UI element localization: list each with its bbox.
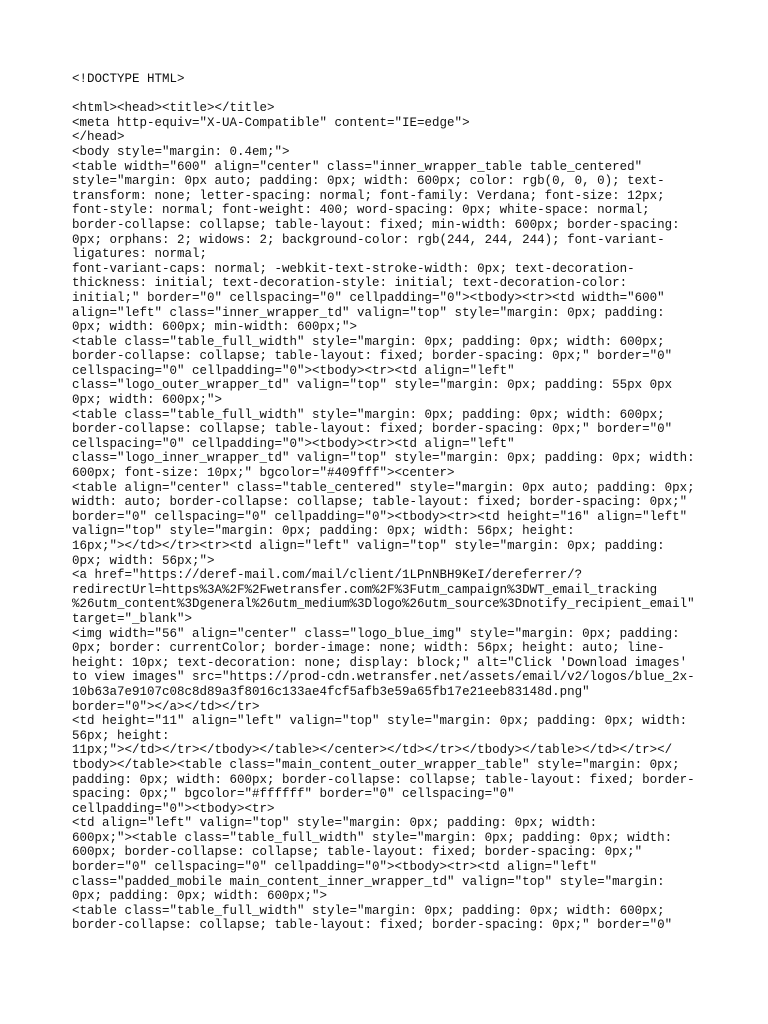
code-line: class="logo_outer_wrapper_td" valign="top" style="margin: 0px; padding: 55px 0px <box>72 378 673 393</box>
code-line: font-variant-caps: normal; -webkit-text-stroke-width: 0px; text-decoration- <box>72 261 635 276</box>
code-line: style="margin: 0px auto; padding: 0px; width: 600px; color: rgb(0, 0, 0); text- <box>72 174 665 189</box>
code-line: 10b63a7e9107c08c8d89a3f8016c133ae4fcf5afb3e59a65fb17e21eeb83148d.png" <box>72 684 590 699</box>
code-line: 56px; height: <box>72 728 170 743</box>
code-line: cellspacing="0" cellpadding="0"><tbody><tr><td align="left" <box>72 363 515 378</box>
code-line: <html><head><title></title> <box>72 101 275 116</box>
code-line: valign="top" style="margin: 0px; padding: 0px; width: 56px; height: <box>72 524 575 539</box>
code-line: <table width="600" align="center" class="inner_wrapper_table table_centered" <box>72 159 643 174</box>
code-line: 0px; width: 56px;"> <box>72 553 215 568</box>
code-line: 0px; border: currentColor; border-image: none; width: 56px; height: auto; line- <box>72 641 665 656</box>
code-line: redirectUrl=https%3A%2F%2Fwetransfer.com%2F%3Futm_campaign%3DWT_email_tracking <box>72 582 658 597</box>
code-line: <meta http-equiv="X-UA-Compatible" content="IE=edge"> <box>72 115 470 130</box>
code-line: thickness: initial; text-decoration-style: initial; text-decoration-color: <box>72 276 628 291</box>
code-line: <a href="https://deref-mail.com/mail/client/1LPnNBH9KeI/dereferrer/? <box>72 568 583 583</box>
code-line: 16px;"></td></tr><tr><td align="left" valign="top" style="margin: 0px; padding: <box>72 539 665 553</box>
code-line: border-collapse: collapse; table-layout: fixed; border-spacing: 0px;" border="0" <box>72 349 673 364</box>
code-line: <table class="table_full_width" style="margin: 0px; padding: 0px; width: 600px; <box>72 334 665 349</box>
code-line: 0px; orphans: 2; widows: 2; background-color: rgb(244, 244, 244); font-variant- <box>72 232 665 247</box>
code-line: font-style: normal; font-weight: 400; word-spacing: 0px; white-space: normal; <box>72 203 650 218</box>
code-line: <!DOCTYPE HTML> <box>72 72 185 86</box>
code-line: <td height="11" align="left" valign="top" style="margin: 0px; padding: 0px; width: <box>72 714 688 729</box>
code-line: 11px;"></td></tr></tbody></table></center></td></tr></tbody></table></td></tr></ <box>72 743 673 758</box>
code-line: initial;" border="0" cellspacing="0" cellpadding="0"><tbody><tr><td width="600" <box>72 290 665 305</box>
code-line: </head> <box>72 130 125 145</box>
code-line: <img width="56" align="center" class="logo_blue_img" style="margin: 0px; padding: <box>72 626 680 641</box>
code-line: <table class="table_full_width" style="margin: 0px; padding: 0px; width: 600px; <box>72 903 665 918</box>
code-line: 600px;"><table class="table_full_width" style="margin: 0px; padding: 0px; width: <box>72 830 673 845</box>
code-line <box>72 87 712 102</box>
code-line: <table class="table_full_width" style="margin: 0px; padding: 0px; width: 600px; <box>72 407 665 422</box>
code-line: cellpadding="0"><tbody><tr> <box>72 801 275 816</box>
code-line: border-collapse: collapse; table-layout: fixed; border-spacing: 0px;" border="0" <box>72 918 673 933</box>
code-line: border="0" cellspacing="0" cellpadding="0"><tbody><tr><td align="left" <box>72 860 598 875</box>
code-line: class="padded_mobile main_content_inner_wrapper_td" valign="top" style="margin: <box>72 874 665 889</box>
code-line: border-collapse: collapse; table-layout: fixed; min-width: 600px; border-spacing: <box>72 217 680 232</box>
code-line: border="0" cellspacing="0" cellpadding="0"><tbody><tr><td height="16" align="left" <box>72 509 688 524</box>
source-code-document <box>72 72 712 933</box>
code-line: ligatures: normal; <box>72 247 208 262</box>
code-line: 0px; padding: 0px; width: 600px;"> <box>72 889 328 904</box>
code-line: %26utm_content%3Dgeneral%26utm_medium%3Dlogo%26utm_source%3Dnotify_recipient_email" <box>72 597 695 612</box>
code-line: 0px; width: 600px; min-width: 600px;"> <box>72 320 358 335</box>
code-line: padding: 0px; width: 600px; border-collapse: collapse; table-layout: fixed; border- <box>72 772 695 787</box>
code-line: transform: none; letter-spacing: normal; font-family: Verdana; font-size: 12px; <box>72 188 665 203</box>
code-line: cellspacing="0" cellpadding="0"><tbody><tr><td align="left" <box>72 436 515 451</box>
code-line: tbody></table><table class="main_content_outer_wrapper_table" style="margin: 0px; <box>72 757 680 772</box>
code-line: <td align="left" valign="top" style="margin: 0px; padding: 0px; width: <box>72 816 598 831</box>
code-line: class="logo_inner_wrapper_td" valign="top" style="margin: 0px; padding: 0px; width: <box>72 451 695 466</box>
code-line: to view images" src="https://prod-cdn.wetransfer.net/assets/email/v2/logos/blue_2x- <box>72 670 695 685</box>
code-line: border="0"></a></td></tr> <box>72 699 260 714</box>
code-line: align="left" class="inner_wrapper_td" valign="top" style="margin: 0px; padding: <box>72 305 665 320</box>
code-line: 600px; font-size: 10px;" bgcolor="#409fff"><center> <box>72 466 455 481</box>
code-line: width: auto; border-collapse: collapse; table-layout: fixed; border-spacing: 0px;" <box>72 495 688 510</box>
code-line: 0px; width: 600px;"> <box>72 393 223 408</box>
code-line: target="_blank"> <box>72 611 193 626</box>
code-line: <table align="center" class="table_centered" style="margin: 0px auto; padding: 0px; <box>72 480 695 495</box>
code-line: 600px; border-collapse: collapse; table-layout: fixed; border-spacing: 0px;" <box>72 845 643 860</box>
code-line: spacing: 0px;" bgcolor="#ffffff" border="0" cellspacing="0" <box>72 787 515 802</box>
code-line: height: 10px; text-decoration: none; display: block;" alt="Click 'Download images' <box>72 655 688 670</box>
code-line: <body style="margin: 0.4em;"> <box>72 144 290 159</box>
code-line: border-collapse: collapse; table-layout: fixed; border-spacing: 0px;" border="0" <box>72 422 673 437</box>
